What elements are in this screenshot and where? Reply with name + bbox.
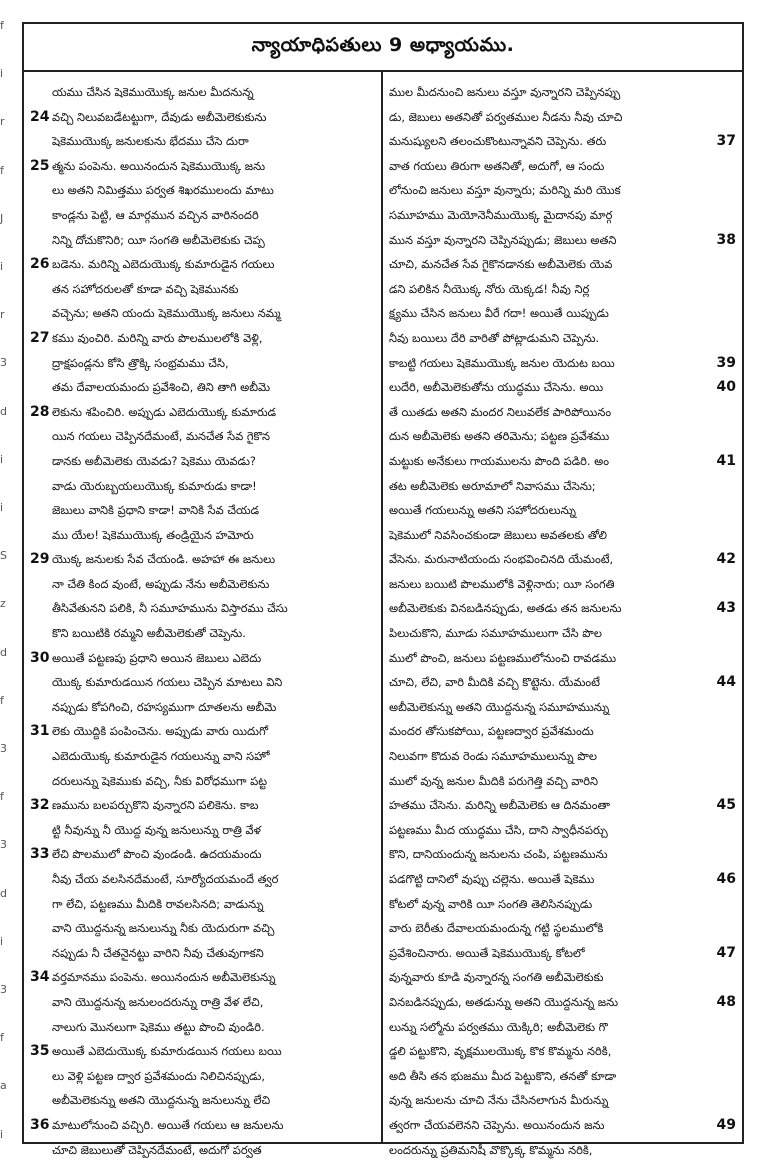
text-line	[389, 105, 736, 130]
text-line	[389, 375, 736, 400]
line-text: షెకెములో నివసించకుండా జెబులు అవతలకు తోలి	[389, 527, 608, 542]
text-line	[389, 449, 736, 474]
text-line	[30, 916, 375, 941]
text-line	[389, 818, 736, 843]
line-text: డ్డలి పట్టుకొని, వృక్షములయొక్క కొక కొమ్మను నరికి,	[389, 1044, 612, 1059]
text-line	[30, 498, 375, 523]
margin-mark: d	[0, 645, 7, 659]
line-text: తన సహోదరులతో కూడా వచ్చి షెకెమునకు	[52, 281, 239, 296]
text-line	[30, 547, 375, 572]
line-text: డు, జెబులు అతనితో పర్వతముల నీడను నీవు చూచి	[389, 109, 623, 124]
line-text: అబీమెలెకుకు వినబడినప్పుడు, అతడు తన జనులను	[389, 601, 622, 616]
text-line	[30, 326, 375, 351]
line-text: చూచి జెబులుతో చెప్పినదేమంటే, అదుగో పర్వత	[52, 1142, 262, 1157]
left-column	[24, 72, 383, 1157]
line-text: త్మను పంపెను. అయినందున షెకెముయొక్క జను	[52, 158, 266, 173]
text-line	[30, 744, 375, 769]
margin-mark: i	[0, 934, 4, 948]
text-line	[389, 695, 736, 720]
line-text: లెకు యొద్దికి పంపించెను. అప్పుడు వారు యిదుగో	[52, 724, 269, 739]
text-line	[389, 793, 736, 818]
text-line	[30, 203, 375, 228]
margin-mark: S	[0, 549, 7, 563]
line-text: అయితే గయలున్ను అతని సహోదరులున్ను	[389, 503, 576, 518]
text-line	[389, 80, 736, 105]
line-text: అయితే పట్టణపు ప్రధాని అయిన జెబులు ఎబెదు	[52, 650, 262, 665]
line-text: ట్టి నీవున్ను నీ యొద్ద వున్న జనులున్ను రాత్రి వేళ	[52, 822, 261, 837]
text-line	[389, 301, 736, 326]
text-line	[30, 769, 375, 794]
verse-number: 25	[30, 157, 50, 174]
line-text: మాటులోనుంచి వచ్చిరి. అయితే గయలు ఆ జనులను	[52, 1117, 284, 1132]
text-line	[30, 695, 375, 720]
line-text: తే యితడు అతని మందర నిలువలేక పారిపోయినం	[389, 404, 612, 419]
text-line	[30, 941, 375, 966]
margin-mark: J	[0, 211, 4, 225]
right-column	[383, 72, 742, 1157]
margin-mark: d	[0, 886, 7, 900]
text-line	[30, 1088, 375, 1113]
line-text: లేచి పొలములో పొంచి వుండండి. ఉదయమందు	[52, 847, 262, 862]
line-text: అయితే ఎబెదుయొక్క కుమారుడయిన గయలు బయి	[52, 1044, 282, 1059]
margin-mark: f	[0, 693, 4, 707]
verse-number: 31	[30, 723, 50, 740]
line-text: ణమును బలపర్చుకొని వున్నారని పలికెను. కాబ	[52, 798, 259, 813]
text-line	[30, 277, 375, 302]
line-text: వాని యొద్దనున్న జనులున్ను నీకు యెదురుగా వచ్చి	[52, 921, 275, 936]
text-line	[389, 547, 736, 572]
page-header	[24, 24, 742, 72]
two-column-body	[24, 72, 742, 1157]
line-text: డని పలికిన నీయొక్క నోరు యెక్కడ! నీవు నిర్ల	[389, 281, 590, 296]
line-text: పిలుచుకొని, మూడు సమూహములుగా చేసి పొల	[389, 626, 602, 641]
line-text: దున అబీమెలెకు అతని తరిమెను; పట్టణ ప్రవేశము	[389, 429, 610, 444]
text-line	[30, 1138, 375, 1162]
text-line	[30, 621, 375, 646]
text-line	[389, 326, 736, 351]
text-line	[30, 1064, 375, 1089]
text-line	[389, 621, 736, 646]
line-text: వాడు యెరుబ్బయలుయొక్క కుమారుడు కాడా!	[52, 478, 257, 493]
text-line	[30, 523, 375, 548]
text-line	[30, 400, 375, 425]
line-text: లు వెళ్లి పట్టణ ద్వార ప్రవేశమందు నిలిచినప్పుడు,	[52, 1068, 265, 1083]
line-text: మట్టుకు అనేకులు గాయములను పొంది పడిరి. అం	[389, 453, 610, 468]
text-line	[389, 178, 736, 203]
text-line	[389, 572, 736, 597]
text-line	[30, 1015, 375, 1040]
line-text: లోనుంచి జనులు వస్తూ వున్నారు; మరిన్ని మరి యొక	[389, 183, 621, 198]
text-line	[30, 842, 375, 867]
text-line	[30, 670, 375, 695]
margin-mark: r	[0, 115, 5, 129]
line-text: సమూహము మెయోనెనీముయొక్క మైదానపు మార్గ	[389, 207, 613, 222]
text-line	[389, 424, 736, 449]
line-text: ద్రాక్షపండ్లను కోసి త్రొక్కి సంభ్రమము చేసి,	[52, 355, 229, 370]
line-text: క్ష్యము చేసిన జనులు వీరే గదా! అయితే యిప్పుడు	[389, 306, 609, 321]
line-text: తీసివేతునని పలికి, నీ సమూహమును విస్తారము చేసు	[52, 601, 288, 616]
text-line	[30, 1113, 375, 1138]
text-line	[389, 892, 736, 917]
line-text: జనులు బయిటి పొలములోకి వెళ్లినారు; యీ సంగతి	[389, 576, 615, 591]
text-line	[389, 670, 736, 695]
margin-mark: i	[0, 1127, 4, 1141]
text-line	[389, 351, 736, 376]
text-line	[389, 1015, 736, 1040]
text-line	[30, 965, 375, 990]
text-line	[30, 80, 375, 105]
text-line	[389, 744, 736, 769]
line-text: ము యేల! షెకెముయొక్క తండ్రియైన హమోరు	[52, 527, 254, 542]
line-text: వేసెను. మరునాటియందు సంభవించినది యేమంటే,	[389, 552, 614, 567]
text-line	[30, 301, 375, 326]
verse-number: 43	[716, 600, 736, 617]
margin-mark: f	[0, 1031, 4, 1045]
line-text: లందరున్ను ప్రతిమనిషీ వొక్కొక్క కొమ్మను నరికి,	[389, 1142, 593, 1157]
verse-number: 42	[716, 551, 736, 568]
verse-number: 49	[716, 1116, 736, 1133]
text-line	[30, 1039, 375, 1064]
line-text: గా లేచి, పట్టణము మీదికి రావలసినది; వాడున్ను	[52, 896, 264, 911]
line-text: ములో పొంచి, జనులు పట్టణములోనుంచి రావడము	[389, 650, 617, 665]
line-text: యొక్క జనులకు సేవ చేయండి. అహహా ఈ జనులు	[52, 552, 276, 567]
line-text: వాత గయలు తిరుగా అతనితో, అదుగో, ఆ సందు	[389, 158, 605, 173]
line-text: తమ దేవాలయమందు ప్రవేశించి, తిని తాగి అబీమె	[52, 380, 271, 395]
line-text: హతము చేసెను. మరిన్ని అబీమెలెకు ఆ దినమంతా	[389, 798, 610, 813]
margin-mark: d	[0, 404, 7, 418]
text-line	[30, 252, 375, 277]
line-text: వచ్చెను; అతని యందు షెకెముయొక్క జనులు నమ్మ	[52, 306, 281, 321]
margin-mark: f	[0, 163, 4, 177]
line-text: పట్టణము మీద యుద్ధము చేసి, దాని స్వాధీనపర్చు	[389, 822, 608, 837]
line-text: జెబులు వానికి ప్రధాని కాడా! వానికి సేవ చేయడ	[52, 503, 260, 518]
verse-number: 36	[30, 1116, 50, 1133]
line-text: కము వుంచిరి. మరిన్ని వారు పొలములలోకి వెళ్లి,	[52, 330, 263, 345]
margin-mark: i	[0, 260, 4, 274]
verse-number: 29	[30, 551, 50, 568]
margin-mark: f	[0, 19, 4, 32]
text-line	[389, 646, 736, 671]
verse-number: 32	[30, 797, 50, 814]
line-text: తట అబీమెలెకు అరూమాలో నివాసము చేసెను;	[389, 478, 596, 493]
verse-number: 38	[716, 231, 736, 248]
text-line	[389, 990, 736, 1015]
text-line	[389, 400, 736, 425]
text-line	[30, 719, 375, 744]
margin-mark: 3	[0, 356, 7, 370]
line-text: ములో వున్న జనుల మీదికి పరుగెత్తి వచ్చి వారిని	[389, 773, 598, 788]
verse-number: 33	[30, 846, 50, 863]
line-text: కాండ్లను పెట్టి, ఆ మార్గమున వచ్చిన వారినందరి	[52, 207, 259, 222]
line-text: చూచి, మనచేత సేవ గైకొనడానకు అబీమెలెకు యెవ	[389, 257, 613, 272]
line-text: షెకెముయొక్క జనులకును భేదము చేసె దురా	[52, 134, 249, 149]
line-text: నప్పుడు కోపగించి, రహస్యముగా దూతలను అబీమె	[52, 699, 277, 714]
line-text: వున్నవారు కూడి వున్నారన్న సంగతి అబీమెలెకుకు	[389, 970, 604, 985]
text-line	[30, 572, 375, 597]
text-line	[389, 498, 736, 523]
line-text: అబీమెలెకున్ను అతని యొద్దనున్న సమూహమున్ను	[389, 699, 610, 714]
margin-mark: 3	[0, 742, 7, 756]
verse-number: 35	[30, 1043, 50, 1060]
line-text: నిన్ని దోచుకొనిరి; యీ సంగతి అబీమెలెకుకు చెప్ప	[52, 232, 265, 247]
text-line	[389, 1113, 736, 1138]
text-line	[389, 1088, 736, 1113]
line-text: త్వరగా చేయవలెనని చెప్పెను. అయినందున జను	[389, 1117, 605, 1132]
line-text: లెకును శపించిరి. అప్పుడు ఎబెదుయొక్క కుమారుడ	[52, 404, 277, 419]
text-line	[30, 990, 375, 1015]
verse-number: 39	[716, 354, 736, 371]
verse-number: 41	[716, 452, 736, 469]
line-text: వారు బెరీతు దేవాలయమందున్న గట్టి స్థలములోకి	[389, 921, 604, 936]
text-line	[30, 793, 375, 818]
line-text: ప్రవేశించినారు. అయితే షెకెముయొక్క కోటలో	[389, 945, 585, 960]
verse-number: 24	[30, 108, 50, 125]
text-line	[389, 941, 736, 966]
line-text: యము చేసిన షెకెముయొక్క జనుల మీదనున్న	[52, 85, 254, 99]
text-line	[389, 596, 736, 621]
line-text: పడగొట్టి దానిలో వుప్పు చల్లెను. అయితే షెకెము	[389, 872, 595, 886]
line-text: నా చేతి కింద వుంటే, అప్పుడు నేను అబీమెలెకును	[52, 576, 270, 591]
text-line	[30, 596, 375, 621]
verse-number: 46	[716, 871, 736, 887]
verse-number: 37	[716, 133, 736, 150]
verse-number: 28	[30, 403, 50, 420]
line-text: లున్ను సల్మోను పర్వతము యెక్కిరి; అబీమెలెకు గొ	[389, 1019, 608, 1034]
text-line	[30, 154, 375, 179]
margin-mark: a	[0, 1079, 7, 1093]
text-line	[30, 474, 375, 499]
text-line	[30, 449, 375, 474]
text-line	[389, 474, 736, 499]
text-line	[30, 424, 375, 449]
line-text: కాబట్టి గయలు షెకెముయొక్క జనుల యెదుట బయి	[389, 355, 615, 370]
line-text: కొని బయిటికి రమ్మని అబీమెలెకుతో చెప్పెను.	[52, 626, 246, 641]
text-line	[389, 523, 736, 548]
line-text: లు అతని నిమిత్తము పర్వత శిఖరములందు మాటు	[52, 183, 274, 198]
margin-mark: f	[0, 790, 4, 804]
margin-mark: z	[0, 597, 6, 611]
text-line	[389, 277, 736, 302]
line-text: బడెను. మరిన్ని ఎబెదుయొక్క కుమారుడైన గయలు	[52, 257, 275, 272]
text-line	[30, 228, 375, 253]
page-title: న్యాయాధిపతులు 9 అధ్యాయము.	[251, 33, 515, 56]
line-text: కొని, దానియందున్న జనులను చంపి, పట్టణమును	[389, 847, 608, 862]
text-line	[389, 228, 736, 253]
line-text: ముల మీదనుంచి జనులు వస్తూ వున్నారని చెప్పినప్పు	[389, 85, 621, 99]
text-line	[389, 1064, 736, 1089]
margin-mark: i	[0, 452, 4, 466]
line-text: యిన గయలు చెప్పినదేమంటే, మనచేత సేవ గైకొన	[52, 429, 271, 444]
line-text: దరులున్ను షెకెముకు వచ్చి, నీకు విరోధముగా పట్ట	[52, 773, 268, 788]
text-line	[389, 203, 736, 228]
bible-page	[22, 22, 744, 1157]
line-text: లుదేరి, అబీమెలెకుతోను యుద్ధము చేసెను. అయి	[389, 380, 604, 395]
line-text: డానకు అబీమెలెకు యెవడు? షెకెము యెవడు?	[52, 453, 256, 468]
text-line	[30, 818, 375, 843]
text-line	[389, 1039, 736, 1064]
line-text: నాలుగు మొనలుగా షెకెము తట్టు పొంచి వుండిరి.	[52, 1019, 265, 1034]
line-text: వర్తమానము పంపెను. అయినందున అబీమెలెకున్ను	[52, 970, 276, 985]
line-text: అబీమెలెకున్ను అతని యొద్దనున్న జనులున్ను లేచి	[52, 1093, 271, 1108]
line-text: మనుష్యులని తలంచుకొంటున్నావని చెప్పెను. తరు	[389, 134, 607, 149]
line-text: చూచి, లేచి, వారి మీదికి వచ్చి కొట్టెను. యేమంటే	[389, 675, 600, 690]
margin-mark: i	[0, 67, 4, 81]
line-text: వినబడినప్పుడు, అతడున్ను అతని యొద్దనున్న జను	[389, 994, 619, 1009]
text-line	[30, 867, 375, 892]
verse-number: 34	[30, 969, 50, 986]
text-line	[30, 129, 375, 154]
text-line	[389, 154, 736, 179]
text-line	[30, 892, 375, 917]
text-line	[30, 105, 375, 130]
left-page-bleed	[0, 20, 14, 1140]
margin-mark: r	[0, 308, 5, 322]
text-line	[30, 178, 375, 203]
text-line	[389, 252, 736, 277]
line-text: నిలువగా కొదువ రెండు సమూహములున్ను పొల	[389, 749, 597, 764]
line-text: యొక్క కుమారుడయిన గయలు చెప్పిన మాటలు విని	[52, 675, 283, 690]
line-text: మందర తోసుకపోయి, పట్టణద్వార ప్రవేశమందు	[389, 724, 594, 739]
verse-number: 45	[716, 797, 736, 814]
line-text: అది తీసి తన భుజము మీద పెట్టుకొని, తనతో కూడా	[389, 1068, 617, 1083]
text-line	[30, 646, 375, 671]
text-line	[30, 375, 375, 400]
line-text: నీవు చేయ వలసినదేమంటే, సూర్యోదయమందే త్వర	[52, 872, 279, 886]
line-text: నీవు బయిలు దేరి వారితో పోట్లాడుమని చెప్పెను.	[389, 330, 600, 345]
text-line	[389, 1138, 736, 1162]
verse-number: 27	[30, 329, 50, 346]
margin-mark: 3	[0, 983, 7, 997]
text-line	[389, 129, 736, 154]
line-text: నప్పుడు నీ చేతనైనట్టు వారిని నీవు చేతువుగాకని	[52, 945, 264, 960]
verse-number: 26	[30, 256, 50, 273]
line-text: మున వస్తూ వున్నారని చెప్పినప్పుడు; జెబులు అతని	[389, 232, 617, 247]
text-line	[389, 719, 736, 744]
text-line	[389, 867, 736, 892]
verse-number: 47	[716, 944, 736, 961]
line-text: వాని యొద్దనున్న జనులందరున్ను రాత్రి వేళ లేచి,	[52, 994, 264, 1009]
line-text: ఎబెదుయొక్క కుమారుడైన గయలున్ను వాని సహో	[52, 749, 270, 764]
verse-number: 44	[716, 674, 736, 691]
text-line	[389, 916, 736, 941]
line-text: వచ్చి నిలువబడేటట్టుగా, దేవుడు అబీమెలెకుకును	[52, 109, 267, 124]
line-text: వున్న జనులను చూచి నేను చేసినలాగున మీరున్ను	[389, 1093, 609, 1108]
margin-mark: i	[0, 501, 4, 515]
verse-number: 40	[716, 379, 736, 396]
verse-number: 48	[716, 993, 736, 1010]
text-line	[389, 769, 736, 794]
line-text: కోటలో వున్న వారికి యీ సంగతి తెలిసినప్పుడు	[389, 896, 593, 911]
text-line	[389, 842, 736, 867]
text-line	[30, 351, 375, 376]
verse-number: 30	[30, 649, 50, 666]
text-line	[389, 965, 736, 990]
margin-mark: 3	[0, 838, 7, 852]
